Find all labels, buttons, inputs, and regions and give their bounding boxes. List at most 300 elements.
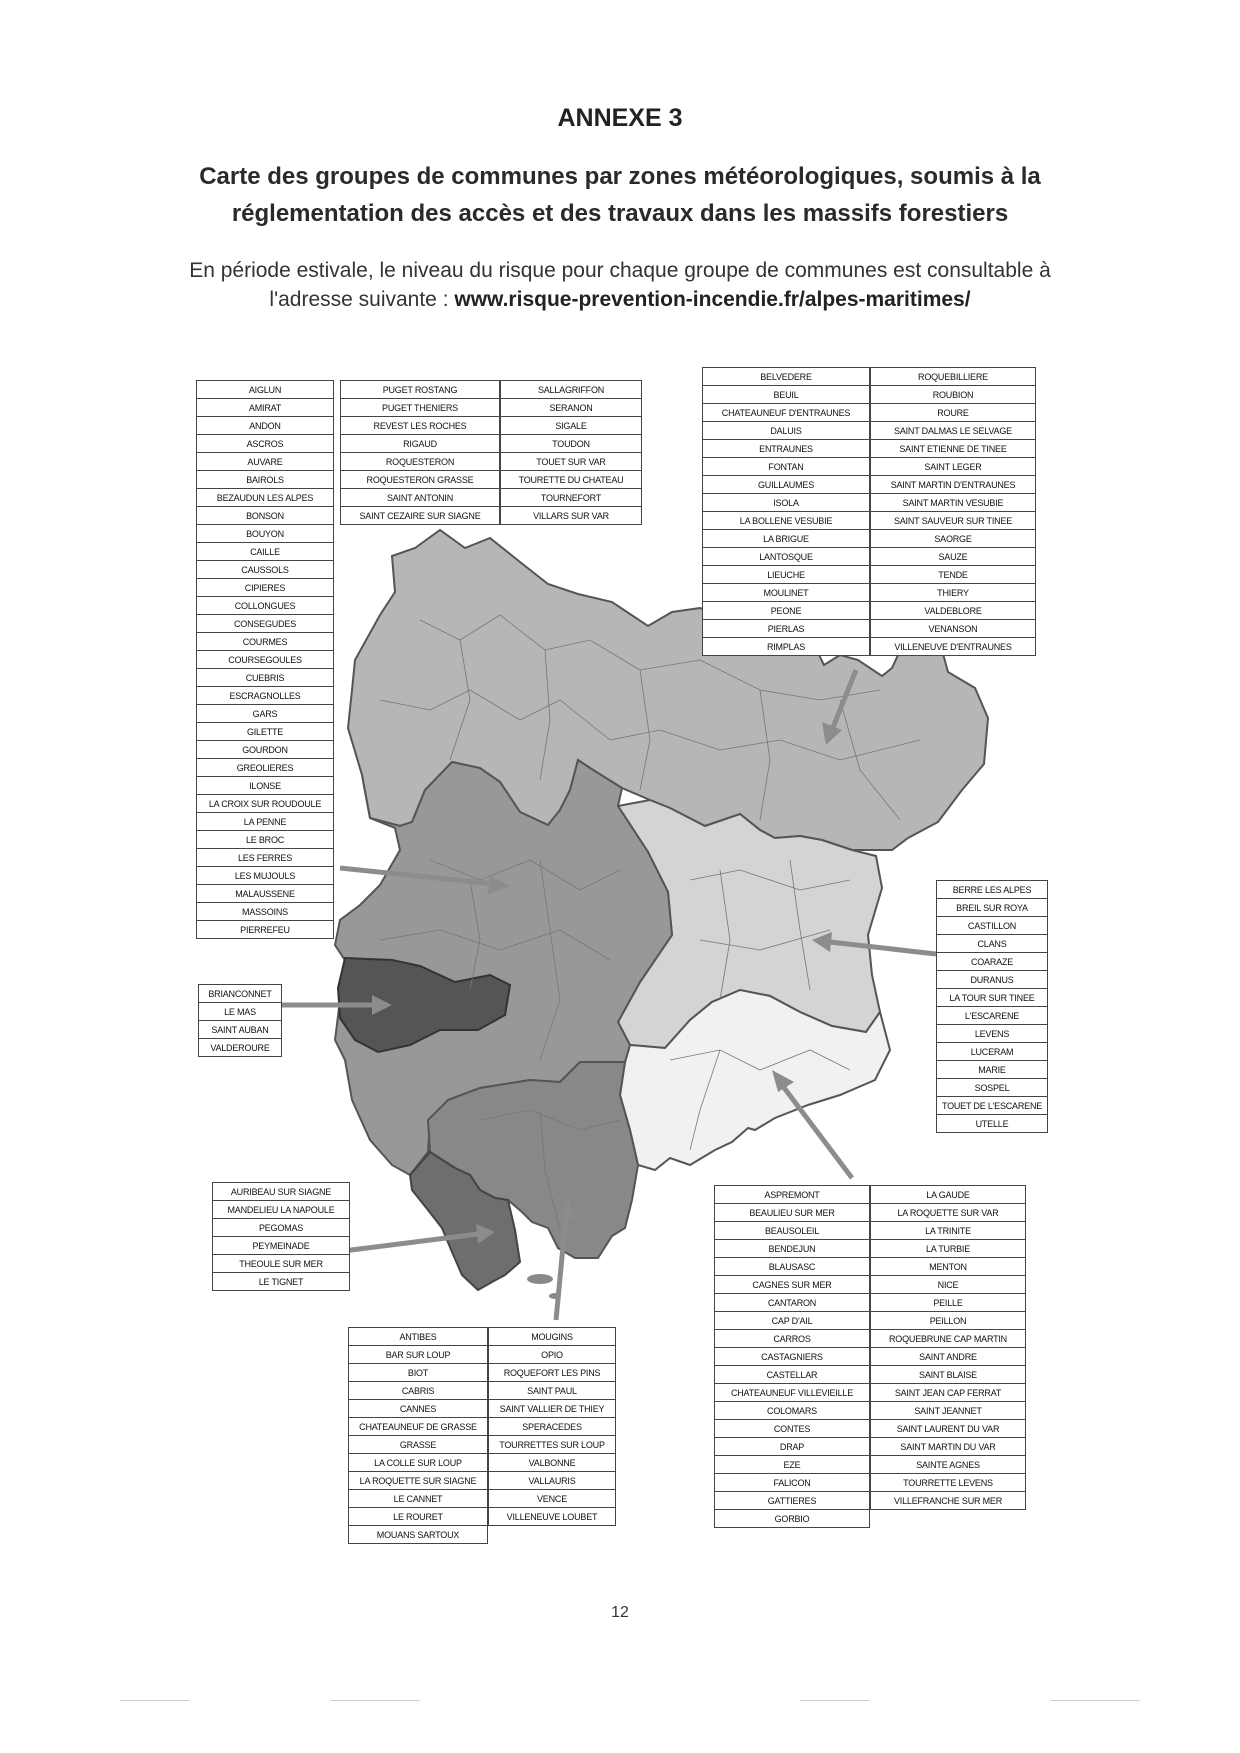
commune-name: BEAUSOLEIL bbox=[715, 1222, 870, 1240]
commune-name: ROQUEBILLIERE bbox=[871, 368, 1036, 386]
commune-row bbox=[937, 899, 1048, 917]
commune-row bbox=[501, 417, 642, 435]
commune-row bbox=[341, 453, 500, 471]
commune-name: L'ESCARENE bbox=[937, 1007, 1048, 1025]
commune-row bbox=[871, 1222, 1026, 1240]
commune-row bbox=[489, 1472, 616, 1490]
commune-row bbox=[213, 1201, 350, 1219]
commune-row bbox=[871, 458, 1036, 476]
commune-name: SERANON bbox=[501, 399, 642, 417]
commune-name: LA ROQUETTE SUR VAR bbox=[871, 1204, 1026, 1222]
commune-row bbox=[871, 602, 1036, 620]
commune-name: AUVARE bbox=[197, 453, 334, 471]
commune-row bbox=[501, 435, 642, 453]
commune-name: VENANSON bbox=[871, 620, 1036, 638]
commune-name: SAUZE bbox=[871, 548, 1036, 566]
commune-name: SAINT PAUL bbox=[489, 1382, 616, 1400]
commune-name: SAINT LAURENT DU VAR bbox=[871, 1420, 1026, 1438]
commune-row bbox=[197, 867, 334, 885]
commune-name: BOUYON bbox=[197, 525, 334, 543]
commune-name: MOULINET bbox=[703, 584, 870, 602]
commune-row bbox=[871, 1204, 1026, 1222]
table-nice-col2 bbox=[870, 1185, 1026, 1510]
commune-row bbox=[703, 566, 870, 584]
commune-name: LIEUCHE bbox=[703, 566, 870, 584]
commune-name: DURANUS bbox=[937, 971, 1048, 989]
commune-row bbox=[489, 1454, 616, 1472]
commune-row bbox=[715, 1276, 870, 1294]
commune-row bbox=[197, 399, 334, 417]
commune-name: COARAZE bbox=[937, 953, 1048, 971]
commune-row bbox=[871, 1330, 1026, 1348]
commune-name: LE BROC bbox=[197, 831, 334, 849]
commune-name: CHATEAUNEUF DE GRASSE bbox=[349, 1418, 488, 1436]
commune-name: LUCERAM bbox=[937, 1043, 1048, 1061]
commune-row bbox=[349, 1364, 488, 1382]
intro-text: En période estivale, le niveau du risque pour chaque groupe de communes est consultable à l'adresse suivante : bbox=[189, 259, 1051, 311]
commune-row bbox=[501, 489, 642, 507]
commune-row bbox=[349, 1418, 488, 1436]
commune-name: SAINTE AGNES bbox=[871, 1456, 1026, 1474]
commune-row bbox=[197, 903, 334, 921]
commune-row bbox=[871, 530, 1036, 548]
commune-name: PEYMEINADE bbox=[213, 1237, 350, 1255]
document-title: Carte des groupes de communes par zones météorologiques, soumis à la réglementation des accès et des travaux dans les massifs forestiers bbox=[199, 163, 1041, 227]
commune-name: AURIBEAU SUR SIAGNE bbox=[213, 1183, 350, 1201]
commune-name: SPERACEDES bbox=[489, 1418, 616, 1436]
commune-name: GILETTE bbox=[197, 723, 334, 741]
commune-name: VILLENEUVE LOUBET bbox=[489, 1508, 616, 1526]
commune-row bbox=[871, 404, 1036, 422]
table-brianconnet bbox=[198, 984, 282, 1057]
commune-row bbox=[197, 435, 334, 453]
commune-row bbox=[715, 1492, 870, 1510]
commune-name: BERRE LES ALPES bbox=[937, 881, 1048, 899]
commune-row bbox=[703, 458, 870, 476]
commune-name: SAINT VALLIER DE THIEY bbox=[489, 1400, 616, 1418]
commune-name: LA BOLLENE VESUBIE bbox=[703, 512, 870, 530]
commune-name: GRASSE bbox=[349, 1436, 488, 1454]
table-montagne-col1 bbox=[702, 367, 870, 656]
commune-name: TENDE bbox=[871, 566, 1036, 584]
commune-name: COLLONGUES bbox=[197, 597, 334, 615]
table-esterel bbox=[212, 1182, 350, 1291]
commune-name: LANTOSQUE bbox=[703, 548, 870, 566]
commune-name: AMIRAT bbox=[197, 399, 334, 417]
commune-row bbox=[199, 985, 282, 1003]
commune-row bbox=[715, 1204, 870, 1222]
commune-row bbox=[197, 831, 334, 849]
commune-row bbox=[349, 1346, 488, 1364]
commune-row bbox=[715, 1294, 870, 1312]
commune-row bbox=[197, 507, 334, 525]
commune-row bbox=[715, 1420, 870, 1438]
commune-row bbox=[349, 1526, 488, 1544]
commune-row bbox=[197, 453, 334, 471]
commune-name: BAIROLS bbox=[197, 471, 334, 489]
commune-row bbox=[871, 1438, 1026, 1456]
annex-heading: ANNEXE 3 bbox=[557, 104, 683, 132]
commune-name: ANTIBES bbox=[349, 1328, 488, 1346]
commune-name: NICE bbox=[871, 1276, 1026, 1294]
commune-name: REVEST LES ROCHES bbox=[341, 417, 500, 435]
commune-row bbox=[703, 638, 870, 656]
commune-row bbox=[871, 1474, 1026, 1492]
commune-name: TOURRETTE LEVENS bbox=[871, 1474, 1026, 1492]
commune-name: COLOMARS bbox=[715, 1402, 870, 1420]
commune-name: ESCRAGNOLLES bbox=[197, 687, 334, 705]
commune-name: SAINT MARTIN VESUBIE bbox=[871, 494, 1036, 512]
commune-name: PIERLAS bbox=[703, 620, 870, 638]
commune-row bbox=[197, 759, 334, 777]
commune-row bbox=[703, 584, 870, 602]
arrow-grasse bbox=[556, 1198, 576, 1320]
commune-name: ASCROS bbox=[197, 435, 334, 453]
commune-name: ROQUEFORT LES PINS bbox=[489, 1364, 616, 1382]
commune-name: CONTES bbox=[715, 1420, 870, 1438]
commune-name: PUGET ROSTANG bbox=[341, 381, 500, 399]
commune-name: FONTAN bbox=[703, 458, 870, 476]
commune-name: MARIE bbox=[937, 1061, 1048, 1079]
commune-row bbox=[197, 561, 334, 579]
commune-name: SAINT DALMAS LE SELVAGE bbox=[871, 422, 1036, 440]
commune-name: MOUANS SARTOUX bbox=[349, 1526, 488, 1544]
scan-edge-mark bbox=[330, 1700, 420, 1701]
commune-name: MALAUSSENE bbox=[197, 885, 334, 903]
commune-name: MANDELIEU LA NAPOULE bbox=[213, 1201, 350, 1219]
commune-row bbox=[197, 669, 334, 687]
commune-row bbox=[871, 1492, 1026, 1510]
commune-name: ROQUEBRUNE CAP MARTIN bbox=[871, 1330, 1026, 1348]
table-grasse-col2 bbox=[488, 1327, 616, 1526]
commune-name: TOUET SUR VAR bbox=[501, 453, 642, 471]
commune-row bbox=[341, 417, 500, 435]
commune-row bbox=[871, 368, 1036, 386]
commune-name: CANTARON bbox=[715, 1294, 870, 1312]
commune-row bbox=[871, 1384, 1026, 1402]
commune-name: CANNES bbox=[349, 1400, 488, 1418]
commune-row bbox=[715, 1312, 870, 1330]
commune-name: ANDON bbox=[197, 417, 334, 435]
commune-name: BEUIL bbox=[703, 386, 870, 404]
commune-name: BELVEDERE bbox=[703, 368, 870, 386]
commune-row bbox=[871, 638, 1036, 656]
commune-row bbox=[197, 417, 334, 435]
table-prealpes-col2 bbox=[340, 380, 500, 525]
commune-row bbox=[937, 1115, 1048, 1133]
commune-row bbox=[349, 1382, 488, 1400]
commune-row bbox=[197, 633, 334, 651]
commune-name: BENDEJUN bbox=[715, 1240, 870, 1258]
commune-name: SAINT CEZAIRE SUR SIAGNE bbox=[341, 507, 500, 525]
commune-row bbox=[197, 795, 334, 813]
commune-name: CAGNES SUR MER bbox=[715, 1276, 870, 1294]
commune-row bbox=[349, 1472, 488, 1490]
commune-name: CAILLE bbox=[197, 543, 334, 561]
commune-row bbox=[213, 1219, 350, 1237]
commune-name: DALUIS bbox=[703, 422, 870, 440]
commune-name: THIERY bbox=[871, 584, 1036, 602]
commune-row bbox=[871, 422, 1036, 440]
commune-name: LA PENNE bbox=[197, 813, 334, 831]
commune-row bbox=[197, 885, 334, 903]
commune-row bbox=[197, 651, 334, 669]
commune-name: CASTAGNIERS bbox=[715, 1348, 870, 1366]
commune-row bbox=[715, 1258, 870, 1276]
commune-row bbox=[703, 494, 870, 512]
commune-name: VALBONNE bbox=[489, 1454, 616, 1472]
commune-row bbox=[501, 471, 642, 489]
commune-row bbox=[197, 615, 334, 633]
commune-row bbox=[341, 507, 500, 525]
commune-name: LE ROURET bbox=[349, 1508, 488, 1526]
commune-row bbox=[937, 1061, 1048, 1079]
commune-row bbox=[197, 525, 334, 543]
commune-row bbox=[501, 453, 642, 471]
commune-name: GARS bbox=[197, 705, 334, 723]
commune-name: LA CROIX SUR ROUDOULE bbox=[197, 795, 334, 813]
commune-name: VILLARS SUR VAR bbox=[501, 507, 642, 525]
commune-name: MASSOINS bbox=[197, 903, 334, 921]
commune-row bbox=[703, 620, 870, 638]
commune-name: SAINT ETIENNE DE TINEE bbox=[871, 440, 1036, 458]
commune-name: CAUSSOLS bbox=[197, 561, 334, 579]
commune-name: CHATEAUNEUF VILLEVIEILLE bbox=[715, 1384, 870, 1402]
commune-row bbox=[715, 1222, 870, 1240]
commune-name: BRIANCONNET bbox=[199, 985, 282, 1003]
commune-name: ROQUESTERON GRASSE bbox=[341, 471, 500, 489]
commune-name: BEZAUDUN LES ALPES bbox=[197, 489, 334, 507]
commune-name: LES FERRES bbox=[197, 849, 334, 867]
commune-row bbox=[871, 566, 1036, 584]
commune-row bbox=[197, 705, 334, 723]
commune-name: SOSPEL bbox=[937, 1079, 1048, 1097]
commune-name: SAINT ANDRE bbox=[871, 1348, 1026, 1366]
commune-row bbox=[703, 476, 870, 494]
commune-name: GOURDON bbox=[197, 741, 334, 759]
commune-row bbox=[715, 1240, 870, 1258]
commune-row bbox=[489, 1400, 616, 1418]
commune-row bbox=[715, 1330, 870, 1348]
scan-edge-mark bbox=[800, 1700, 870, 1701]
commune-row bbox=[213, 1237, 350, 1255]
commune-name: CASTELLAR bbox=[715, 1366, 870, 1384]
commune-name: GATTIERES bbox=[715, 1492, 870, 1510]
commune-name: LA GAUDE bbox=[871, 1186, 1026, 1204]
commune-name: AIGLUN bbox=[197, 381, 334, 399]
commune-name: UTELLE bbox=[937, 1115, 1048, 1133]
commune-row bbox=[937, 989, 1048, 1007]
commune-row bbox=[341, 381, 500, 399]
commune-name: PEILLON bbox=[871, 1312, 1026, 1330]
commune-name: LE TIGNET bbox=[213, 1273, 350, 1291]
commune-row bbox=[489, 1382, 616, 1400]
commune-row bbox=[871, 1420, 1026, 1438]
commune-name: EZE bbox=[715, 1456, 870, 1474]
commune-name: RIMPLAS bbox=[703, 638, 870, 656]
commune-name: CUEBRIS bbox=[197, 669, 334, 687]
table-prealpes-col3 bbox=[500, 380, 642, 525]
commune-name: CABRIS bbox=[349, 1382, 488, 1400]
commune-name: LA TRINITE bbox=[871, 1222, 1026, 1240]
commune-name: ILONSE bbox=[197, 777, 334, 795]
commune-name: FALICON bbox=[715, 1474, 870, 1492]
commune-row bbox=[197, 687, 334, 705]
commune-name: VALLAURIS bbox=[489, 1472, 616, 1490]
commune-row bbox=[715, 1366, 870, 1384]
commune-name: CIPIERES bbox=[197, 579, 334, 597]
commune-row bbox=[871, 1366, 1026, 1384]
commune-name: PEGOMAS bbox=[213, 1219, 350, 1237]
commune-name: SIGALE bbox=[501, 417, 642, 435]
commune-name: ROQUESTERON bbox=[341, 453, 500, 471]
commune-name: COURMES bbox=[197, 633, 334, 651]
commune-row bbox=[703, 422, 870, 440]
commune-row bbox=[871, 548, 1036, 566]
commune-name: SAINT ANTONIN bbox=[341, 489, 500, 507]
commune-name: TOURRETTES SUR LOUP bbox=[489, 1436, 616, 1454]
risk-website-link[interactable]: www.risque-prevention-incendie.fr/alpes-maritimes/ bbox=[454, 288, 971, 311]
commune-row bbox=[937, 1025, 1048, 1043]
page-number: 12 bbox=[611, 1604, 629, 1621]
commune-row bbox=[937, 1007, 1048, 1025]
commune-row bbox=[871, 476, 1036, 494]
commune-name: LEVENS bbox=[937, 1025, 1048, 1043]
commune-row bbox=[871, 1402, 1026, 1420]
commune-row bbox=[349, 1400, 488, 1418]
commune-row bbox=[703, 368, 870, 386]
commune-row bbox=[715, 1510, 870, 1528]
commune-name: LE MAS bbox=[199, 1003, 282, 1021]
commune-name: SAINT JEAN CAP FERRAT bbox=[871, 1384, 1026, 1402]
commune-name: BONSON bbox=[197, 507, 334, 525]
commune-name: LA COLLE SUR LOUP bbox=[349, 1454, 488, 1472]
commune-row bbox=[871, 386, 1036, 404]
commune-row bbox=[937, 1097, 1048, 1115]
commune-row bbox=[871, 1258, 1026, 1276]
commune-row bbox=[341, 399, 500, 417]
commune-name: VILLEFRANCHE SUR MER bbox=[871, 1492, 1026, 1510]
commune-row bbox=[937, 935, 1048, 953]
commune-name: VALDEROURE bbox=[199, 1039, 282, 1057]
commune-row bbox=[715, 1402, 870, 1420]
commune-row bbox=[937, 1079, 1048, 1097]
table-paillons bbox=[936, 880, 1048, 1133]
commune-name: BIOT bbox=[349, 1364, 488, 1382]
commune-row bbox=[871, 1456, 1026, 1474]
commune-row bbox=[341, 435, 500, 453]
commune-name: PEONE bbox=[703, 602, 870, 620]
commune-row bbox=[703, 548, 870, 566]
commune-name: THEOULE SUR MER bbox=[213, 1255, 350, 1273]
commune-row bbox=[703, 440, 870, 458]
commune-name: SAINT BLAISE bbox=[871, 1366, 1026, 1384]
commune-row bbox=[489, 1418, 616, 1436]
commune-row bbox=[871, 512, 1036, 530]
commune-name: BREIL SUR ROYA bbox=[937, 899, 1048, 917]
commune-row bbox=[871, 620, 1036, 638]
island-sainte-marguerite bbox=[527, 1274, 553, 1284]
commune-name: VENCE bbox=[489, 1490, 616, 1508]
commune-name: VALDEBLORE bbox=[871, 602, 1036, 620]
commune-row bbox=[715, 1438, 870, 1456]
commune-row bbox=[197, 597, 334, 615]
table-prealpes-col1 bbox=[196, 380, 334, 939]
commune-row bbox=[349, 1454, 488, 1472]
commune-row bbox=[197, 921, 334, 939]
arrow-brianconnet bbox=[282, 995, 392, 1015]
commune-row bbox=[703, 512, 870, 530]
commune-row bbox=[341, 489, 500, 507]
commune-row bbox=[703, 386, 870, 404]
commune-row bbox=[715, 1384, 870, 1402]
commune-row bbox=[715, 1456, 870, 1474]
commune-row bbox=[349, 1436, 488, 1454]
commune-row bbox=[871, 1276, 1026, 1294]
commune-row bbox=[501, 399, 642, 417]
commune-row bbox=[197, 543, 334, 561]
commune-name: DRAP bbox=[715, 1438, 870, 1456]
commune-name: SAINT LEGER bbox=[871, 458, 1036, 476]
commune-row bbox=[871, 440, 1036, 458]
commune-name: PUGET THENIERS bbox=[341, 399, 500, 417]
commune-row bbox=[489, 1346, 616, 1364]
commune-name: ISOLA bbox=[703, 494, 870, 512]
commune-name: GUILLAUMES bbox=[703, 476, 870, 494]
commune-row bbox=[501, 507, 642, 525]
commune-name: SAORGE bbox=[871, 530, 1036, 548]
commune-row bbox=[871, 494, 1036, 512]
commune-name: LA TURBIE bbox=[871, 1240, 1026, 1258]
commune-name: SAINT SAUVEUR SUR TINEE bbox=[871, 512, 1036, 530]
commune-row bbox=[489, 1436, 616, 1454]
commune-row bbox=[199, 1039, 282, 1057]
commune-row bbox=[213, 1183, 350, 1201]
commune-name: CLANS bbox=[937, 935, 1048, 953]
commune-row bbox=[489, 1364, 616, 1382]
commune-row bbox=[197, 777, 334, 795]
commune-row bbox=[937, 971, 1048, 989]
commune-name: TOURNEFORT bbox=[501, 489, 642, 507]
table-grasse-col1 bbox=[348, 1327, 488, 1544]
commune-name: TOURETTE DU CHATEAU bbox=[501, 471, 642, 489]
commune-name: PEILLE bbox=[871, 1294, 1026, 1312]
commune-name: LA BRIGUE bbox=[703, 530, 870, 548]
commune-row bbox=[871, 1294, 1026, 1312]
commune-row bbox=[341, 471, 500, 489]
commune-name: SALLAGRIFFON bbox=[501, 381, 642, 399]
commune-row bbox=[703, 602, 870, 620]
commune-row bbox=[871, 1312, 1026, 1330]
commune-row bbox=[349, 1490, 488, 1508]
commune-name: SAINT AUBAN bbox=[199, 1021, 282, 1039]
commune-name: TOUDON bbox=[501, 435, 642, 453]
commune-name: GREOLIERES bbox=[197, 759, 334, 777]
commune-row bbox=[349, 1508, 488, 1526]
commune-row bbox=[489, 1490, 616, 1508]
scan-edge-mark bbox=[120, 1700, 190, 1701]
commune-name: LA ROQUETTE SUR SIAGNE bbox=[349, 1472, 488, 1490]
commune-name: MOUGINS bbox=[489, 1328, 616, 1346]
commune-row bbox=[871, 1186, 1026, 1204]
commune-row bbox=[703, 530, 870, 548]
commune-row bbox=[715, 1186, 870, 1204]
commune-name: CAP D'AIL bbox=[715, 1312, 870, 1330]
commune-name: LA TOUR SUR TINEE bbox=[937, 989, 1048, 1007]
commune-row bbox=[197, 849, 334, 867]
commune-name: BAR SUR LOUP bbox=[349, 1346, 488, 1364]
commune-row bbox=[199, 1021, 282, 1039]
